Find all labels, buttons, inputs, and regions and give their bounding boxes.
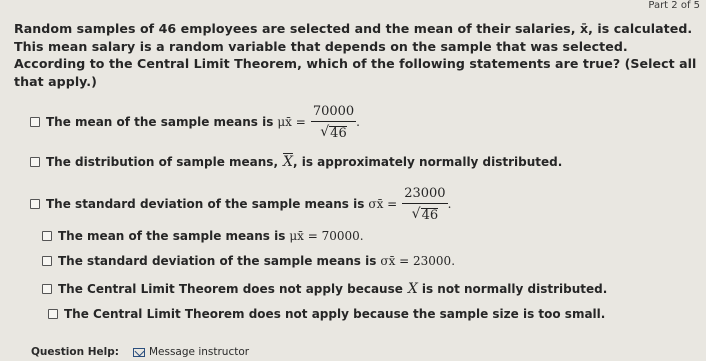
option-clt-small-sample[interactable] — [48, 307, 605, 321]
x-symbol: X — [407, 281, 418, 297]
period: . — [447, 197, 452, 211]
checkbox[interactable] — [42, 284, 52, 294]
option-text: The standard deviation of the sample means is — [46, 197, 365, 211]
option-text: The Central Limit Theorem does not apply because the sample size is too small. — [64, 307, 606, 321]
question-text: Random samples of 46 employees are selected and the mean of their salaries, x̄, is calculated. This mean salary is a random variable that depends on the sample that was selected. According to the Central Limit Theorem, which of the following statements are true? (Select all that apply.) — [14, 21, 697, 89]
numerator: 70000 — [311, 104, 356, 122]
option-math: σx̄ = 23000. — [380, 254, 456, 268]
option-text: The mean of the sample means is — [58, 229, 286, 243]
fraction — [402, 186, 447, 222]
checkbox[interactable] — [42, 256, 52, 266]
sqrt-icon: √ — [411, 206, 421, 222]
math-symbol: μx̄ = — [277, 115, 306, 129]
fraction — [311, 104, 356, 140]
denominator — [320, 122, 346, 140]
mail-icon[interactable] — [133, 348, 145, 357]
sqrt-icon: √ — [320, 124, 330, 140]
checkbox[interactable] — [48, 309, 58, 319]
option-mean-70000[interactable] — [42, 229, 364, 243]
math-symbol: σx̄ = — [368, 197, 398, 211]
checkbox[interactable] — [42, 231, 52, 241]
checkbox[interactable] — [30, 117, 40, 127]
option-text-before: The distribution of sample means, — [46, 155, 278, 169]
option-clt-not-normal[interactable] — [42, 281, 607, 297]
numerator: 23000 — [402, 186, 447, 204]
option-text-after: is not normally distributed. — [421, 282, 608, 296]
xbar-symbol: X — [283, 154, 293, 170]
denominator-value: 46 — [421, 208, 439, 223]
message-instructor-link[interactable]: Message instructor — [148, 346, 250, 358]
option-text: The mean of the sample means is — [46, 115, 274, 129]
option-math — [368, 186, 451, 222]
option-math — [277, 104, 360, 140]
option-mean-fraction[interactable] — [30, 104, 360, 140]
option-math: μx̄ = 70000. — [289, 229, 364, 243]
period: . — [356, 115, 360, 129]
option-sd-23000[interactable] — [42, 254, 455, 268]
denominator-value: 46 — [330, 126, 347, 141]
checkbox[interactable] — [30, 157, 40, 167]
help-label: Question Help: — [31, 346, 119, 358]
question-help — [31, 346, 249, 358]
option-text-before: The Central Limit Theorem does not apply because — [58, 282, 403, 296]
option-distribution-normal[interactable] — [30, 154, 562, 170]
option-sd-fraction[interactable] — [30, 186, 451, 222]
option-text-after: , is approximately normally distributed. — [292, 155, 563, 169]
part-indicator: Part 2 of 5 — [648, 0, 700, 11]
denominator — [412, 204, 438, 222]
option-text: The standard deviation of the sample means is — [58, 254, 377, 268]
checkbox[interactable] — [30, 199, 40, 209]
